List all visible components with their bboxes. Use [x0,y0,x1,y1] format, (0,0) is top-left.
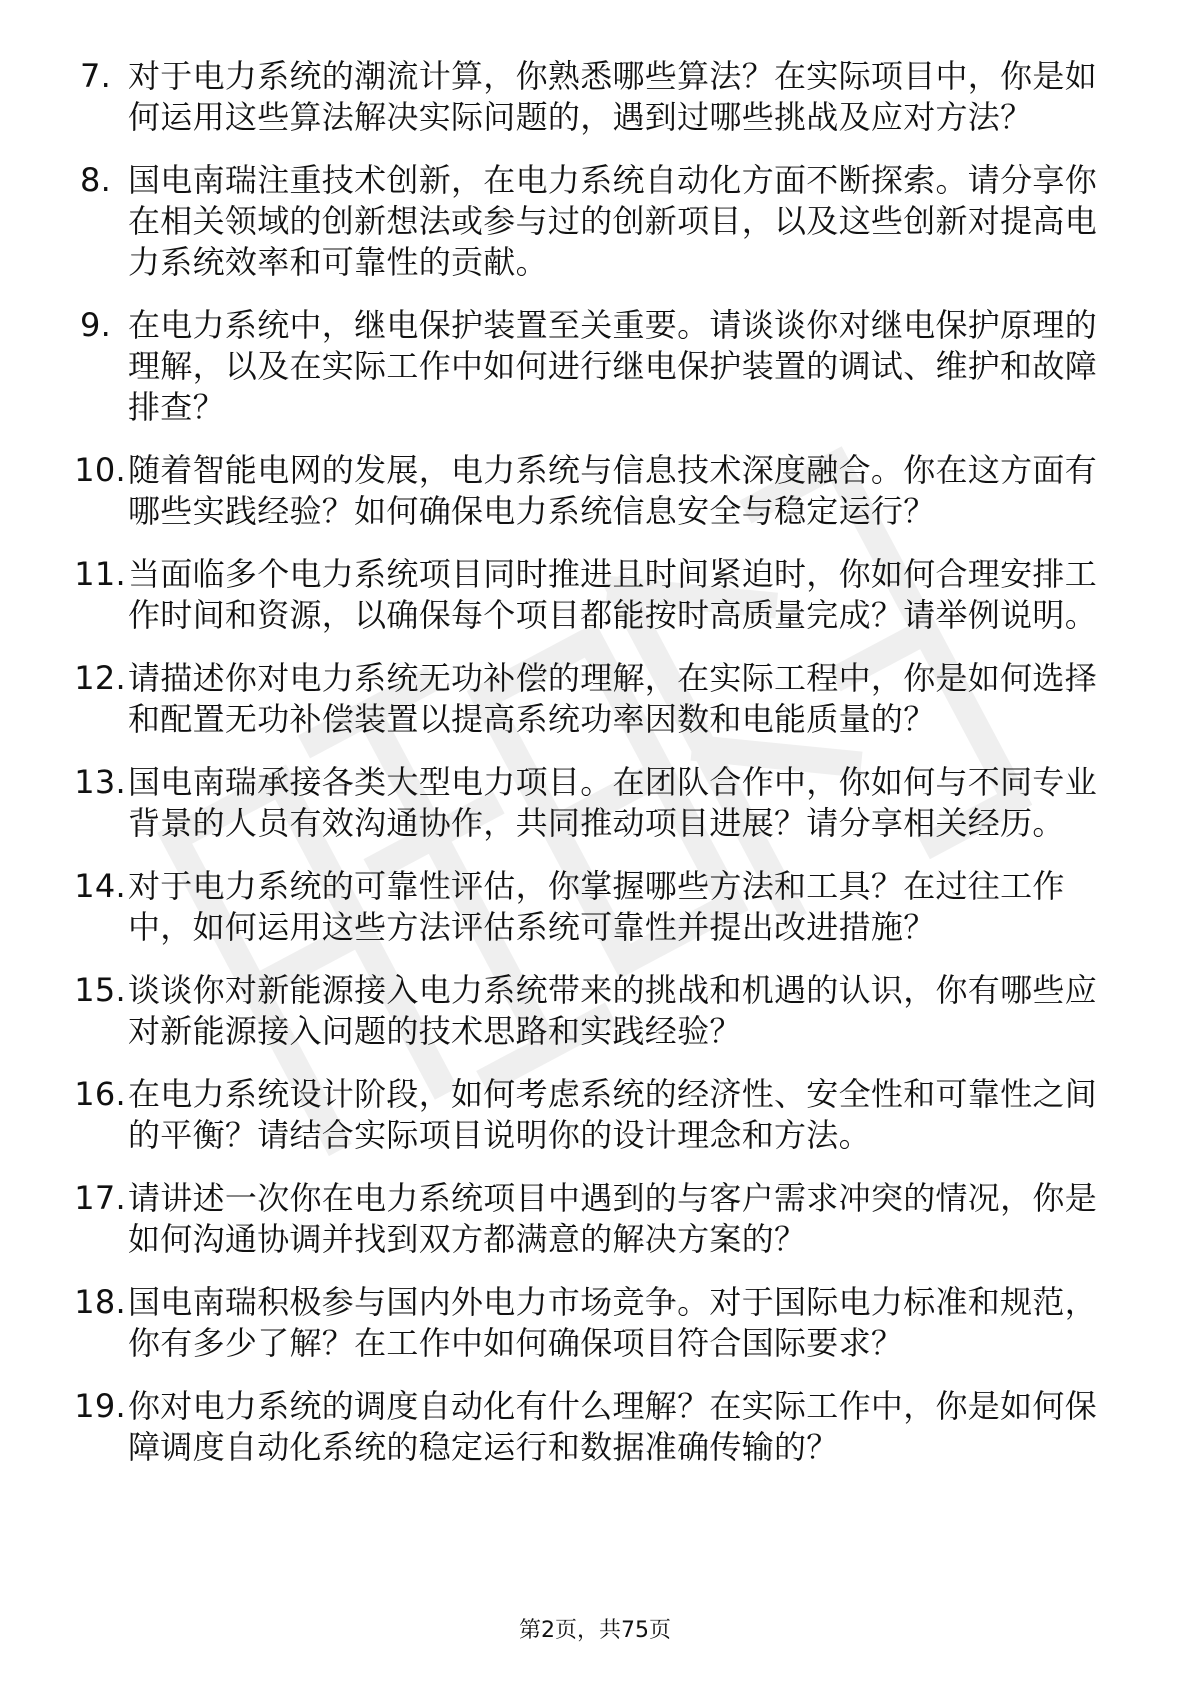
question-text: 请讲述一次你在电力系统项目中遇到的与客户需求冲突的情况，你是如何沟通协调并找到双方都满意的解决方案的？ [128,1179,1098,1258]
question-text: 国电南瑞积极参与国内外电力市场竞争。对于国际电力标准和规范，你有多少了解？在工作中如何确保项目符合国际要求？ [128,1283,1098,1362]
question-text: 国电南瑞注重技术创新，在电力系统自动化方面不断探索。请分享你在相关领域的创新想法或参与过的创新项目，以及这些创新对提高电力系统效率和可靠性的贡献。 [128,161,1098,281]
list-item [70,160,1120,283]
question-text: 当面临多个电力系统项目同时推进且时间紧迫时，你如何合理安排工作时间和资源，以确保每个项目都能按时高质量完成？请举例说明。 [128,555,1098,634]
list-item [70,56,1120,138]
question-number: 13. [74,763,126,801]
question-text: 对于电力系统的潮流计算，你熟悉哪些算法？在实际项目中，你是如何运用这些算法解决实际问题的，遇到过哪些挑战及应对方法？ [128,57,1098,136]
list-item [70,305,1120,428]
question-text: 你对电力系统的调度自动化有什么理解？在实际工作中，你是如何保障调度自动化系统的稳定运行和数据准确传输的？ [128,1387,1098,1466]
question-number: 8. [80,161,112,199]
question-number: 14. [74,867,126,905]
question-number: 18. [74,1283,126,1321]
question-text: 请描述你对电力系统无功补偿的理解，在实际工程中，你是如何选择和配置无功补偿装置以提高系统功率因数和电能质量的？ [128,659,1098,738]
question-number: 9. [80,306,112,344]
list-item [70,762,1120,844]
question-list [70,56,1120,1490]
question-number: 17. [74,1179,126,1217]
page-number-label: 第2页，共75页 [519,1618,671,1643]
list-item [70,1386,1120,1468]
list-item [70,658,1120,740]
list-item [70,554,1120,636]
question-number: 11. [74,555,126,593]
question-number: 16. [74,1075,126,1113]
question-number: 10. [74,451,126,489]
list-item [70,970,1120,1052]
list-item [70,1178,1120,1260]
question-number: 7. [80,57,112,95]
question-text: 在电力系统设计阶段，如何考虑系统的经济性、安全性和可靠性之间的平衡？请结合实际项目说明你的设计理念和方法。 [128,1075,1098,1154]
list-item [70,866,1120,948]
question-text: 谈谈你对新能源接入电力系统带来的挑战和机遇的认识，你有哪些应对新能源接入问题的技术思路和实践经验？ [128,971,1098,1050]
list-item [70,1074,1120,1156]
question-text: 对于电力系统的可靠性评估，你掌握哪些方法和工具？在过往工作中，如何运用这些方法评估系统可靠性并提出改进措施？ [128,867,1065,946]
page-footer [0,1613,1190,1644]
question-text: 在电力系统中，继电保护装置至关重要。请谈谈你对继电保护原理的理解，以及在实际工作中如何进行继电保护装置的调试、维护和故障排查？ [128,306,1098,426]
question-text: 国电南瑞承接各类大型电力项目。在团队合作中，你如何与不同专业背景的人员有效沟通协作，共同推动项目进展？请分享相关经历。 [128,763,1098,842]
question-number: 19. [74,1387,126,1425]
question-number: 15. [74,971,126,1009]
question-number: 12. [74,659,126,697]
question-text: 随着智能电网的发展，电力系统与信息技术深度融合。你在这方面有哪些实践经验？如何确保电力系统信息安全与稳定运行？ [128,451,1098,530]
list-item [70,450,1120,532]
list-item [70,1282,1120,1364]
